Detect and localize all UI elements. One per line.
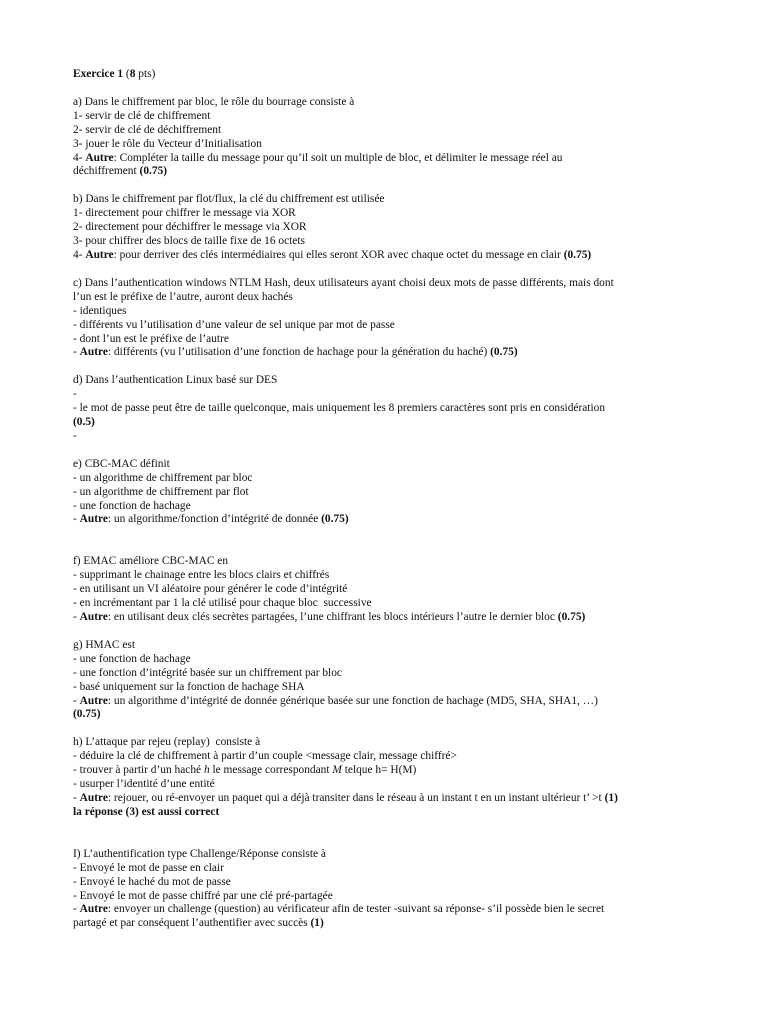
text-run: - basé uniquement sur la fonction de hachage SHA — [73, 680, 305, 693]
text-line — [73, 890, 728, 904]
exercise-title: Exercice 1 — [73, 68, 124, 80]
text-run: - déduire la clé de chiffrement à partir d’un couple <message clair, message chiffré> — [73, 750, 457, 763]
text-line — [73, 806, 728, 820]
text-line — [73, 639, 728, 653]
text-run: : différents (vu l’utilisation d’une fonction de hachage pour la génération du haché) — [107, 346, 491, 359]
text-line — [73, 124, 728, 138]
bold-text: (0.75) — [557, 611, 586, 623]
text-run: e) CBC-MAC définit — [73, 457, 170, 470]
text-run: - une fonction de hachage — [73, 499, 191, 512]
text-line — [73, 917, 728, 931]
text-run: - usurper l’identité d’une entité — [73, 778, 215, 791]
question-block — [73, 555, 728, 625]
italic-text: h — [203, 764, 210, 777]
text-run: : pour derriver des clés intermédiaires qui elles seront XOR avec chaque octet du message en clair — [113, 248, 564, 261]
text-run: - un algorithme de chiffrement par bloc — [73, 471, 253, 484]
text-line — [73, 165, 728, 179]
bold-text: Autre — [79, 611, 108, 623]
text-run: - en incrémentant par 1 la clé utilisé pour chaque bloc successive — [73, 597, 372, 610]
points-close: pts) — [135, 68, 156, 80]
text-run: - une fonction d’intégrité basée sur un chiffrement par bloc — [73, 666, 342, 679]
text-run: : un algorithme/fonction d’intégrité de donnée — [107, 513, 322, 526]
text-line — [73, 708, 728, 722]
text-line — [73, 653, 728, 667]
points-open: ( — [123, 68, 130, 80]
bold-text: Autre — [85, 248, 114, 261]
question-block — [73, 848, 728, 931]
text-run: - le mot de passe peut être de taille quelconque, mais uniquement les 8 premiers caractères sont pris en considération — [73, 402, 606, 415]
question-list — [73, 96, 728, 931]
text-line — [73, 416, 728, 430]
question-block — [73, 193, 728, 263]
exercise-heading — [73, 68, 728, 82]
bold-text: (0.75) — [139, 165, 168, 178]
text-line — [73, 848, 728, 862]
italic-text: M — [332, 764, 342, 777]
points-value: 8 — [129, 68, 136, 80]
text-line — [73, 152, 728, 166]
text-line — [73, 333, 728, 347]
text-run: - trouver à partir d’un haché — [73, 764, 204, 777]
text-run: - une fonction de hachage — [73, 652, 191, 665]
text-run: a) Dans le chiffrement par bloc, le rôle du bourrage consiste à — [73, 95, 355, 108]
text-run: 3- jouer le rôle du Vecteur d’Initialisation — [73, 137, 262, 150]
text-line — [73, 138, 728, 152]
text-line — [73, 876, 728, 890]
text-run: - en utilisant un VI aléatoire pour générer le code d’intégrité — [73, 583, 348, 596]
text-run: le message correspondant — [209, 764, 333, 777]
bold-text: Autre — [79, 346, 108, 359]
text-run: : envoyer un challenge (question) au vérificateur afin de tester -suivant sa réponse- s’il possède bien le secret — [107, 903, 605, 916]
text-run: déchiffrement — [73, 165, 140, 178]
text-line — [73, 681, 728, 695]
text-line — [73, 583, 728, 597]
question-block — [73, 639, 728, 722]
question-block — [73, 374, 728, 444]
text-run: b) Dans le chiffrement par flot/flux, la clé du chiffrement est utilisée — [73, 193, 385, 206]
text-run: d) Dans l’authentication Linux basé sur DES — [73, 374, 278, 387]
text-run: I) L’authentification type Challenge/Réponse consiste à — [73, 847, 326, 860]
text-run: - Envoyé le mot de passe en clair — [73, 861, 224, 874]
text-run: 2- servir de clé de déchiffrement — [73, 123, 222, 136]
text-run: h) L’attaque par rejeu (replay) consiste à — [73, 736, 261, 749]
text-line — [73, 207, 728, 221]
text-run: - — [73, 513, 80, 526]
text-line — [73, 346, 728, 360]
text-line — [73, 569, 728, 583]
text-run: - — [73, 611, 80, 623]
text-line — [73, 611, 728, 625]
bold-text: (0.75) — [563, 248, 592, 261]
text-line — [73, 430, 728, 444]
text-line — [73, 792, 728, 806]
bold-text: Autre — [79, 903, 108, 916]
text-line — [73, 695, 728, 709]
text-run: - un algorithme de chiffrement par flot — [73, 485, 249, 498]
text-line — [73, 235, 728, 249]
text-run: partagé et par conséquent l’authentifier avec succès — [73, 917, 311, 930]
text-line — [73, 764, 728, 778]
bold-text: la réponse (3) est aussi correct — [73, 805, 220, 818]
text-line — [73, 597, 728, 611]
text-run: l’un est le préfixe de l’autre, auront deux hachés — [73, 290, 293, 303]
text-line — [73, 110, 728, 124]
text-line — [73, 667, 728, 681]
text-line — [73, 221, 728, 235]
text-run: 1- directement pour chiffrer le message via XOR — [73, 207, 296, 220]
text-run: - identiques — [73, 304, 127, 317]
text-line — [73, 249, 728, 263]
question-block — [73, 458, 728, 528]
text-run: 2- directement pour déchiffrer le message via XOR — [73, 221, 307, 234]
text-run: f) EMAC améliore CBC-MAC en — [73, 555, 229, 568]
text-run: 3- pour chiffrer des blocs de taille fixe de 16 octets — [73, 235, 305, 248]
text-line — [73, 402, 728, 416]
text-line — [73, 291, 728, 305]
bold-text: (1) — [310, 917, 324, 930]
text-run: : en utilisant deux clés secrètes partagées, l’une chiffrant les blocs intérieurs l’autre le dernier bloc — [107, 611, 558, 623]
text-line — [73, 736, 728, 750]
text-run: 4- — [73, 248, 86, 261]
text-line — [73, 903, 728, 917]
text-run: - — [73, 346, 80, 359]
text-run: - différents vu l’utilisation d’une valeur de sel unique par mot de passe — [73, 318, 395, 331]
text-line — [73, 458, 728, 472]
text-run: - supprimant le chainage entre les blocs clairs et chiffrés — [73, 569, 330, 582]
text-line — [73, 500, 728, 514]
text-line — [73, 555, 728, 569]
text-line — [73, 486, 728, 500]
text-run: : rejouer, ou ré-envoyer un paquet qui a déjà transiter dans le réseau à un instant t en un instant ultérieur t’ >t — [107, 791, 605, 804]
text-run: : Compléter la taille du message pour qu’il soit un multiple de bloc, et délimiter le message réel au — [113, 151, 563, 164]
bold-text: Autre — [79, 694, 108, 707]
text-run: - — [73, 694, 80, 707]
text-run: c) Dans l’authentication windows NTLM Hash, deux utilisateurs ayant choisi deux mots de passe différents, mais dont — [73, 276, 614, 289]
text-run: - — [73, 791, 80, 804]
text-line — [73, 374, 728, 388]
text-line — [73, 778, 728, 792]
bold-text: (0.75) — [321, 513, 349, 526]
bold-text: Autre — [85, 151, 114, 164]
text-run: telque h= H(M) — [341, 764, 417, 777]
bold-text: (0.75) — [73, 708, 101, 721]
bold-text: (0.75) — [490, 346, 518, 359]
text-line — [73, 305, 728, 319]
bold-text: (0.5) — [73, 416, 95, 429]
text-run: - Envoyé le haché du mot de passe — [73, 875, 231, 888]
text-line — [73, 472, 728, 486]
text-line — [73, 750, 728, 764]
text-line — [73, 319, 728, 333]
text-run: - — [73, 903, 80, 916]
question-block — [73, 277, 728, 360]
text-line — [73, 193, 728, 207]
text-line — [73, 277, 728, 291]
text-run: 4- — [73, 151, 86, 164]
question-block — [73, 736, 728, 819]
bold-text: Autre — [79, 513, 108, 526]
bold-text: (1) — [604, 791, 618, 804]
text-run: - — [73, 429, 77, 442]
text-run: 1- servir de clé de chiffrement — [73, 109, 211, 122]
text-line — [73, 96, 728, 110]
text-run: : un algorithme d’intégrité de donnée générique basée sur une fonction de hachage (MD5, SHA, SHA1, …) — [107, 694, 598, 707]
text-line — [73, 862, 728, 876]
text-line — [73, 513, 728, 527]
question-block — [73, 96, 728, 179]
text-run: - dont l’un est le préfixe de l’autre — [73, 332, 229, 345]
text-run: g) HMAC est — [73, 638, 136, 651]
text-run: - Envoyé le mot de passe chiffré par une clé pré-partagée — [73, 889, 333, 902]
text-line — [73, 388, 728, 402]
bold-text: Autre — [79, 791, 108, 804]
text-run: - — [73, 388, 77, 401]
